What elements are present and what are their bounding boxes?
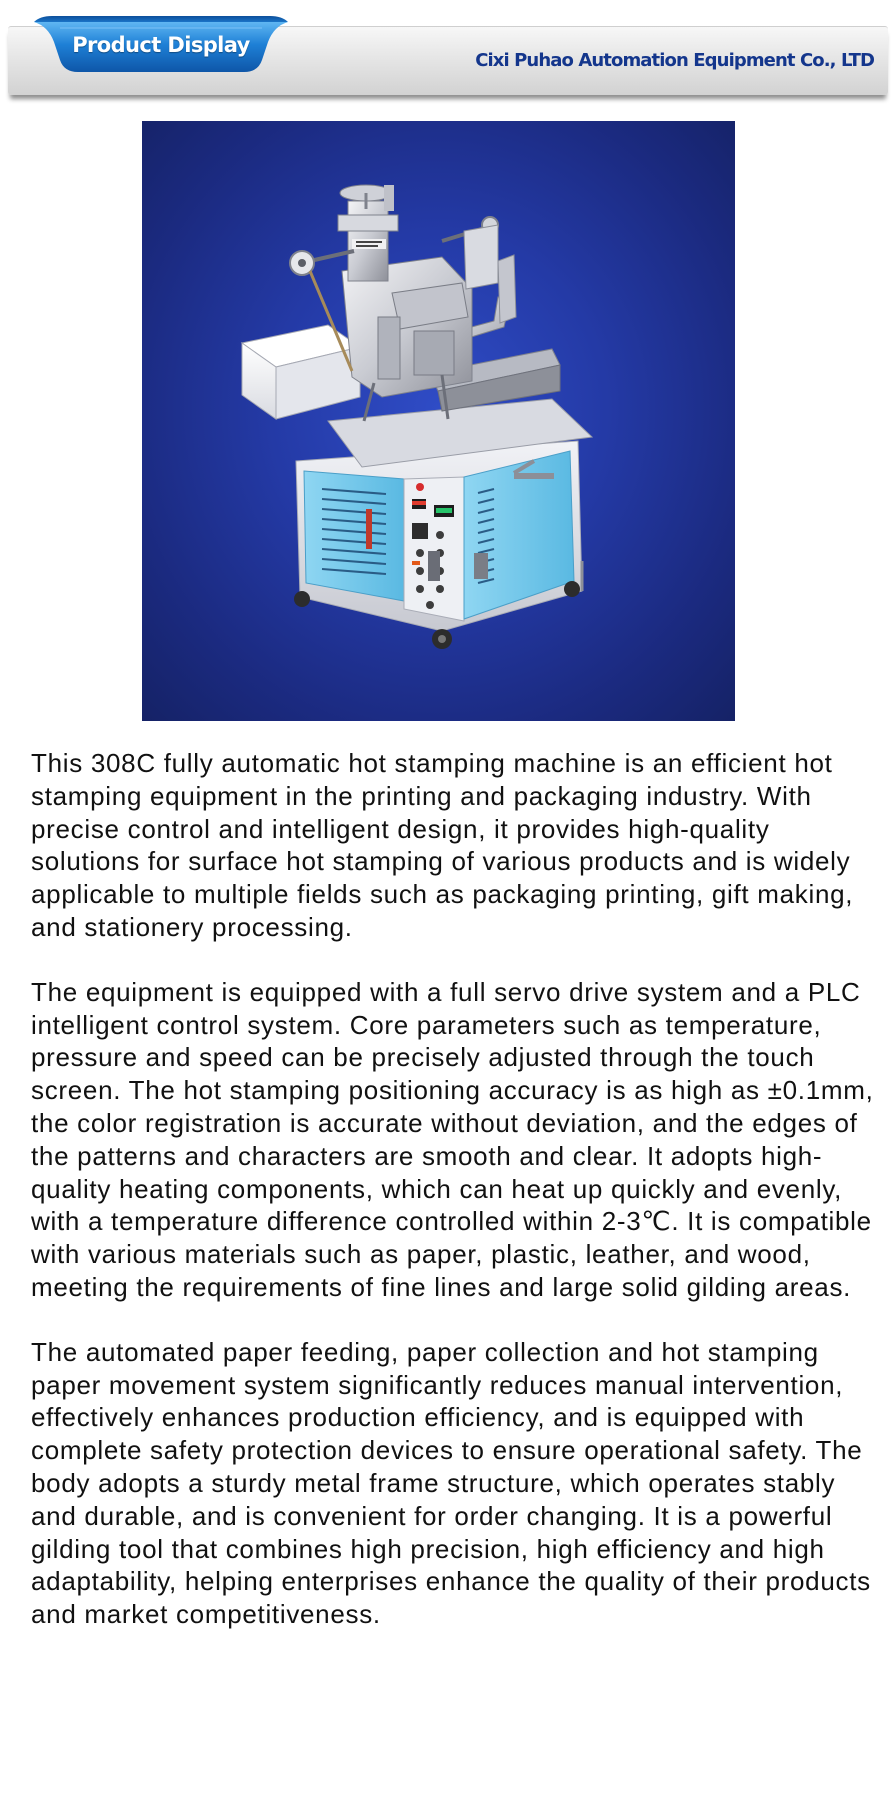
header-banner: [8, 22, 888, 98]
company-name: Cixi Puhao Automation Equipment Co., LTD: [475, 50, 874, 71]
hot-stamping-machine-photo: [142, 121, 735, 721]
product-display-tab: [30, 16, 292, 74]
description-paragraph-1: This 308C fully automatic hot stamping machine is an efficient hot stamping equipment in the printing and packaging industry. With precise control and intelligent design, it provides high-quality solutions for surface hot stamping of various products and is widely applicable to multiple fields such as packaging printing, gift making, and stationery processing.: [31, 748, 854, 942]
tab-label: Product Display: [72, 33, 250, 57]
description-paragraph-3: The automated paper feeding, paper collection and hot stamping paper movement system significantly reduces manual intervention, effectively enhances production efficiency, and is equipped with complete safety protection devices to ensure operational safety. The body adopts a sturdy metal frame structure, which operates stably and durable, and is convenient for order changing. It is a powerful gilding tool that combines high precision, high efficiency and high adaptability, helping enterprises enhance the quality of their products and market competitiveness.: [31, 1336, 871, 1630]
product-description: [31, 747, 876, 1663]
description-paragraph-2: The equipment is equipped with a full servo drive system and a PLC intelligent control system. Core parameters such as temperature, pressure and speed can be precisely adjusted through the touch screen. The hot stamping positioning accuracy is as high as ±0.1mm, the color registration is accurate without deviation, and the edges of the patterns and characters are smooth and clear. It adopts high-quality heating components, which can heat up quickly and evenly, with a temperature difference controlled within 2-3℃. It is compatible with various materials such as paper, plastic, leather, and wood, meeting the requirements of fine lines and large solid gilding areas.: [31, 976, 874, 1302]
product-image: [142, 121, 735, 721]
